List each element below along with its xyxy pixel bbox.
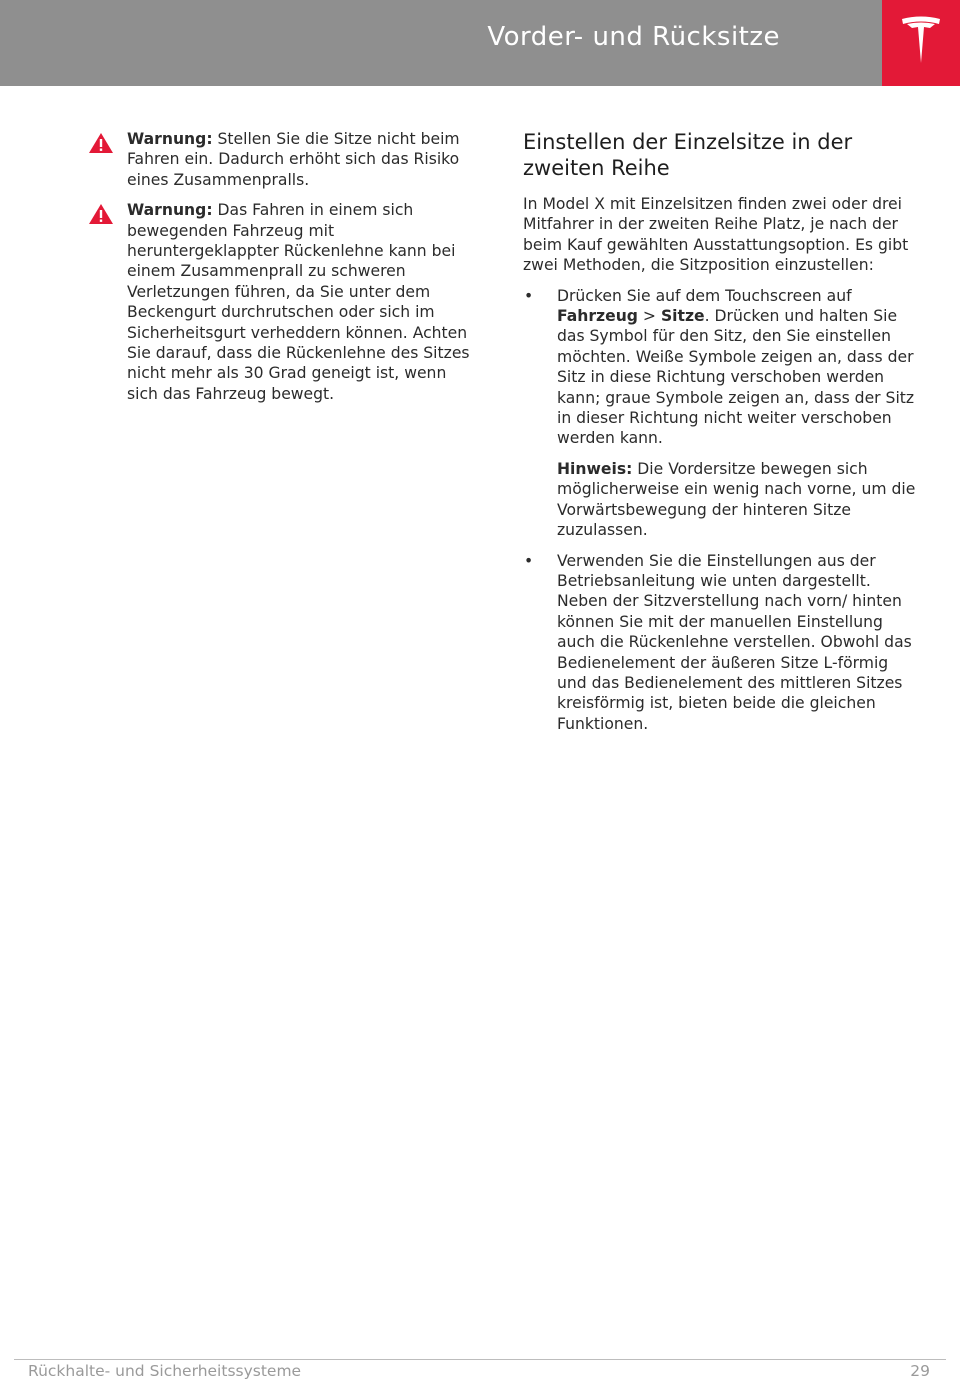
page-title: Vorder- und Rücksitze bbox=[487, 22, 780, 52]
page-number: 29 bbox=[910, 1362, 930, 1380]
logo-box bbox=[882, 0, 960, 86]
warning-text: Stellen Sie die Sitze nicht beim Fahren ein. Dadurch erhöht sich das Risiko eines Zusammenpralls. bbox=[127, 130, 460, 189]
header-band bbox=[0, 0, 882, 86]
warning-seat-adjust bbox=[88, 129, 480, 190]
warning-text: Das Fahren in einem sich bewegenden Fahrzeug mit heruntergeklappter Rückenlehne kann bei einem Zusammenprall zu schweren Verletzungen führen, da Sie unter dem Beckengurt durchrutschen oder sich im Sicherheitsgurt verheddern können. Achten Sie darauf, dass die Rückenlehne des Sitzes nicht mehr als 30 Grad geneigt ist, wenn sich das Fahrzeug bewegt. bbox=[127, 201, 470, 403]
intro-paragraph: In Model X mit Einzelsitzen finden zwei oder drei Mitfahrer in der zweiten Reihe Platz, je nach der beim Kauf gewählten Ausstattungsoption. Es gibt zwei Methoden, die Sitzposition einzustellen: bbox=[523, 195, 909, 275]
warning-label: Warnung: bbox=[127, 201, 213, 220]
note-text: Die Vordersitze bewegen sich möglicherweise ein wenig nach vorne, um die Vorwärtsbewegung der hinteren Sitze zuzulassen. bbox=[557, 459, 916, 540]
bullet-text: . Drücken und halten Sie das Symbol für den Sitz, den Sie einstellen möchten. Weiße Symbole zeigen an, dass der Sitz in diese Richtung verschoben werden kann; graue Symbole zeigen an, dass der Sitz in dieser Richtung nicht weiter verschoben werden kann. bbox=[557, 307, 915, 448]
warning-triangle-icon bbox=[88, 203, 114, 225]
method-list bbox=[523, 286, 918, 735]
bullet-text: Verwenden Sie die Einstellungen aus der Betriebsanleitung wie unten dargestellt. Neben der Sitzverstellung nach vorn/ hinten können Sie mit der manuellen Einstellung auch die Rückenlehne verstellen. Obwohl das Bedienelement der äußeren Sitze L-förmig und das Bedienelement des mittleren Sitzes kreisförmig ist, bieten beide die gleichen Funktionen. bbox=[557, 551, 912, 733]
note-label: Hinweis: bbox=[557, 459, 633, 478]
section-heading: Einstellen der Einzelsitze in der zweiten Reihe bbox=[523, 130, 853, 180]
footer-divider bbox=[14, 1359, 946, 1360]
bullet-symbol: • bbox=[524, 286, 534, 305]
list-item-touchscreen bbox=[523, 286, 918, 541]
warning-label: Warnung: bbox=[127, 130, 213, 148]
tesla-logo-icon bbox=[900, 15, 942, 65]
bullet-text: Drücken Sie auf dem Touchscreen auf bbox=[557, 286, 852, 305]
right-column bbox=[523, 129, 918, 744]
warning-triangle-icon bbox=[88, 132, 114, 154]
left-column bbox=[88, 129, 480, 414]
menu-path-fahrzeug: Fahrzeug bbox=[557, 307, 638, 326]
bullet-symbol: • bbox=[524, 551, 534, 570]
list-item-manual bbox=[523, 551, 918, 735]
footer-section: Rückhalte- und Sicherheitssysteme bbox=[28, 1362, 302, 1380]
note-block bbox=[557, 459, 918, 541]
menu-separator: > bbox=[637, 307, 661, 326]
menu-path-sitze: Sitze bbox=[660, 307, 705, 326]
warning-reclined-seat bbox=[88, 200, 480, 404]
